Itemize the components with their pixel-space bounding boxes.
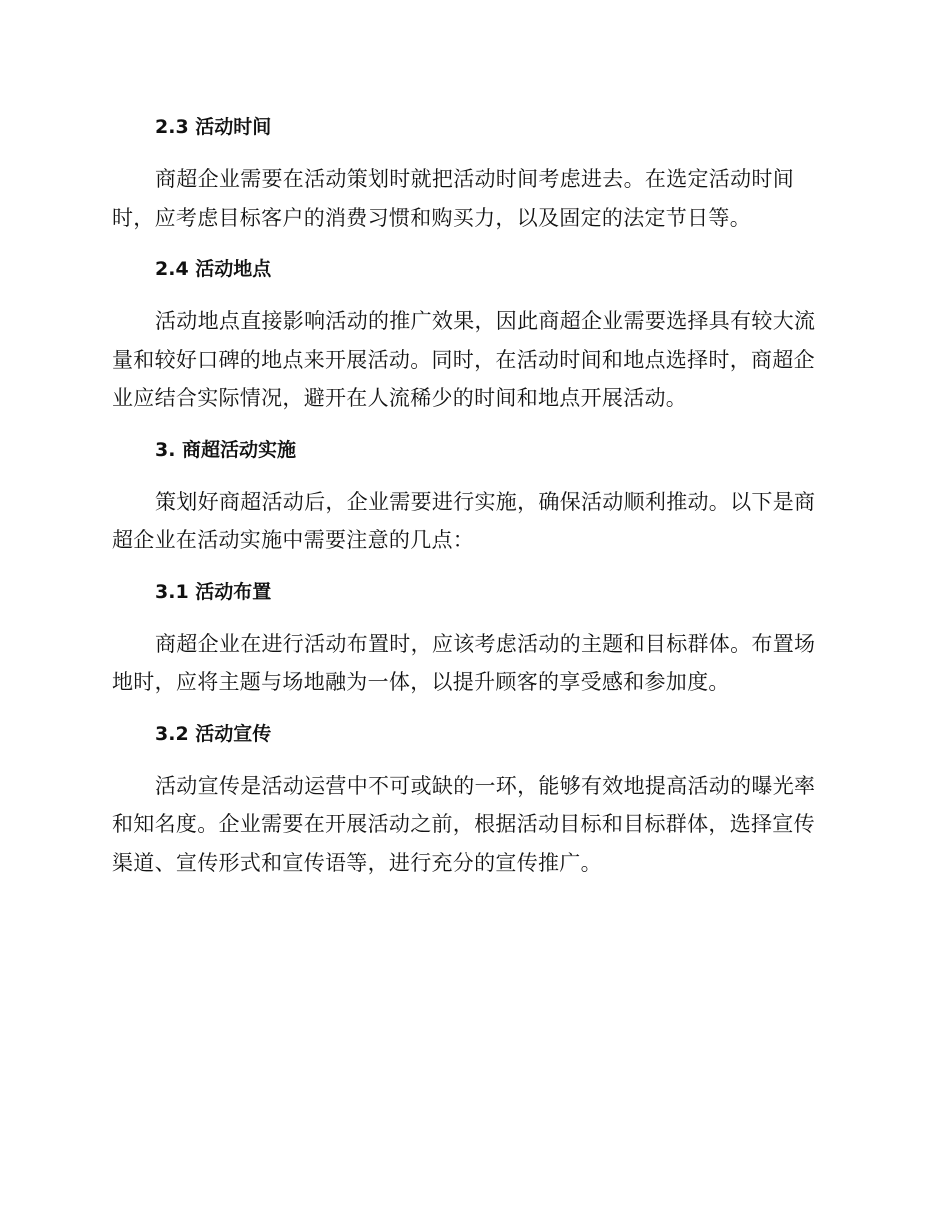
section-heading-2-3: 2.3 活动时间 <box>155 116 272 138</box>
paragraph-line: 活动地点直接影响活动的推广效果，因此商超企业需要选择具有较大流 <box>155 309 816 333</box>
paragraph-line: 超企业在活动实施中需要注意的几点： <box>112 528 475 552</box>
section-heading-3: 3. 商超活动实施 <box>155 438 297 461</box>
paragraph-activity-implementation <box>112 483 830 560</box>
paragraph-activity-setup <box>112 625 830 702</box>
paragraph-line: 渠道、宣传形式和宣传语等，进行充分的宣传推广。 <box>112 850 602 875</box>
paragraph-line: 量和较好口碑的地点来开展活动。同时，在活动时间和地点选择时，商超企 <box>112 347 815 372</box>
paragraph-line: 地时，应将主题与场地融为一体，以提升顾客的享受感和参加度。 <box>112 670 730 694</box>
section-heading-3-2: 3.2 活动宣传 <box>155 722 272 745</box>
paragraph-line: 活动宣传是活动运营中不可或缺的一环，能够有效地提高活动的曝光率 <box>155 773 816 798</box>
paragraph-activity-promotion <box>112 767 830 883</box>
paragraph-line: 策划好商超活动后，企业需要进行实施，确保活动顺利推动。以下是商 <box>155 489 816 514</box>
paragraph-activity-time <box>112 160 830 237</box>
paragraph-line: 商超企业需要在活动策划时就把活动时间考虑进去。在选定活动时间 <box>155 167 794 191</box>
paragraph-line: 业应结合实际情况，避开在人流稀少的时间和地点开展活动。 <box>112 386 688 410</box>
section-heading-2-4: 2.4 活动地点 <box>155 258 272 280</box>
paragraph-line: 和知名度。企业需要在开展活动之前，根据活动目标和目标群体，选择宣传 <box>112 812 815 836</box>
paragraph-line: 商超企业在进行活动布置时，应该考虑活动的主题和目标群体。布置场 <box>155 631 816 656</box>
document-body <box>112 108 830 895</box>
paragraph-activity-location <box>112 302 830 418</box>
paragraph-line: 时，应考虑目标客户的消费习惯和购买力，以及固定的法定节日等。 <box>112 205 751 230</box>
section-heading-3-1: 3.1 活动布置 <box>155 580 272 603</box>
